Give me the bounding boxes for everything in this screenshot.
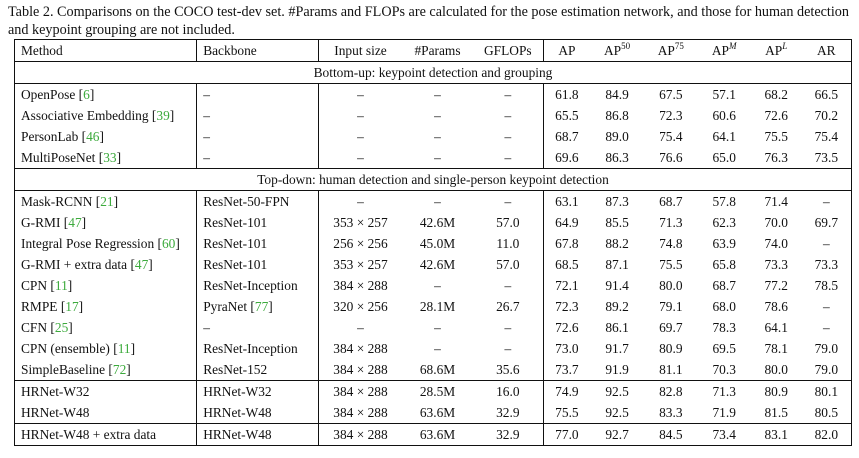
cell-ap75: 81.1 xyxy=(644,359,698,381)
cell-ap50: 92.5 xyxy=(605,384,629,399)
table-caption: Table 2. Comparisons on the COCO test-dev set. #Params and FLOPs are calculated for the pose estimation network, and those for human detection and keypoint grouping are not included. xyxy=(8,4,849,38)
cell-apl: 76.3 xyxy=(751,147,802,169)
citation-link[interactable]: 77 xyxy=(254,299,269,314)
cell-ap50: 87.1 xyxy=(605,257,629,272)
cell-ap75: 84.5 xyxy=(644,424,698,446)
cell-method: G-RMI + extra data [47] xyxy=(15,254,197,275)
cell-input: 384 × 288 xyxy=(333,384,388,399)
citation-link[interactable]: 6 xyxy=(83,87,90,102)
column-header: $AP^M$ xyxy=(698,40,751,62)
citation-link[interactable]: 25 xyxy=(54,320,69,335)
column-header: Method xyxy=(15,40,197,62)
cell-ap: 68.7 xyxy=(555,129,579,144)
cell-method: OpenPose [6] xyxy=(15,84,197,106)
table-row xyxy=(15,381,852,403)
citation-link[interactable]: 33 xyxy=(103,150,117,165)
cell-ap50: 84.9 xyxy=(605,87,629,102)
cell-input: 384 × 288 xyxy=(319,424,402,446)
cell-method: CPN (ensemble) [11] xyxy=(15,338,197,359)
table-row xyxy=(15,359,852,381)
cell-method: HRNet-W48 + extra data xyxy=(15,424,197,446)
cell-backbone: ResNet-Inception xyxy=(197,338,319,359)
column-header: GFLOPs xyxy=(473,40,543,62)
table-row xyxy=(15,191,852,213)
cell-ap50: 92.7 xyxy=(590,424,644,446)
cell-params: 42.6M xyxy=(419,257,456,272)
cell-ap75: 75.4 xyxy=(659,129,683,144)
cell-ap: 65.5 xyxy=(555,108,579,123)
cell-input: – xyxy=(357,108,364,123)
cell-apm: 64.1 xyxy=(712,129,736,144)
table-row xyxy=(15,233,852,254)
cell-ap50: 92.5 xyxy=(590,402,644,424)
cell-ar: 80.5 xyxy=(802,402,852,424)
citation-link[interactable]: 72 xyxy=(112,362,127,377)
cell-method: CPN [11] xyxy=(15,275,197,296)
cell-apl: 80.0 xyxy=(751,359,802,381)
cell-ar: – xyxy=(802,317,852,338)
cell-ap75: 76.6 xyxy=(644,147,698,169)
table-row xyxy=(15,147,852,169)
cell-ar: 73.5 xyxy=(802,147,852,169)
cell-params: – xyxy=(434,87,441,102)
cell-ar: – xyxy=(802,233,852,254)
cell-ap75: 71.3 xyxy=(659,215,683,230)
cell-input: – xyxy=(357,129,364,144)
cell-ap75: 69.7 xyxy=(659,320,683,335)
cell-method: SimpleBaseline [72] xyxy=(15,359,197,381)
cell-ap75: 83.3 xyxy=(644,402,698,424)
cell-apm: 63.9 xyxy=(712,236,736,251)
cell-input: 320 × 256 xyxy=(333,299,388,314)
cell-ar: 79.0 xyxy=(802,359,852,381)
cell-gflops: 35.6 xyxy=(473,359,543,381)
cell-ap: 74.9 xyxy=(555,384,579,399)
cell-apl: 73.3 xyxy=(764,257,788,272)
cell-ar: – xyxy=(802,191,852,213)
cell-apm: 57.1 xyxy=(712,87,736,102)
cell-gflops: 26.7 xyxy=(473,296,543,317)
table-row xyxy=(15,212,852,233)
cell-ar: 79.0 xyxy=(802,338,852,359)
cell-ap: 67.8 xyxy=(555,236,579,251)
cell-apl: 72.6 xyxy=(764,108,788,123)
cell-ap50: 91.4 xyxy=(605,278,629,293)
cell-method: PersonLab [46] xyxy=(15,126,197,147)
cell-ap: 73.7 xyxy=(543,359,590,381)
cell-ap75: 67.5 xyxy=(659,87,683,102)
group-title: Top-down: human detection and single-person keypoint detection xyxy=(15,169,852,191)
cell-ap75: 79.1 xyxy=(659,299,683,314)
cell-backbone: HRNet-W48 xyxy=(197,402,319,424)
cell-params: – xyxy=(434,341,441,356)
cell-ap50: 91.7 xyxy=(605,341,629,356)
cell-apl: 83.1 xyxy=(751,424,802,446)
cell-apl: 74.0 xyxy=(764,236,788,251)
cell-apl: 68.2 xyxy=(764,87,788,102)
cell-method: RMPE [17] xyxy=(15,296,197,317)
cell-apm: 71.3 xyxy=(712,384,736,399)
cell-backbone: ResNet-101 xyxy=(197,233,319,254)
cell-apm: 73.4 xyxy=(698,424,751,446)
cell-apm: 68.0 xyxy=(712,299,736,314)
cell-ap: 69.6 xyxy=(543,147,590,169)
cell-backbone: HRNet-W32 xyxy=(197,381,319,403)
table-row xyxy=(15,275,852,296)
table-row xyxy=(15,402,852,424)
cell-gflops: – xyxy=(473,338,543,359)
cell-gflops: – xyxy=(473,126,543,147)
cell-ap50: 88.2 xyxy=(605,236,629,251)
column-header: Input size xyxy=(319,40,402,62)
column-header: Backbone xyxy=(197,40,319,62)
cell-gflops: 32.9 xyxy=(473,402,543,424)
group-header-row xyxy=(15,169,852,191)
table-row xyxy=(15,296,852,317)
cell-params: – xyxy=(434,320,441,335)
cell-apl: 77.2 xyxy=(764,278,788,293)
cell-gflops: – xyxy=(473,317,543,338)
table-row xyxy=(15,424,852,446)
comparison-table xyxy=(14,39,852,446)
cell-apm: 60.6 xyxy=(712,108,736,123)
cell-ap: 61.8 xyxy=(555,87,579,102)
cell-apl: 81.5 xyxy=(751,402,802,424)
cell-input: – xyxy=(357,87,364,102)
cell-input: – xyxy=(319,147,402,169)
citation-link[interactable]: 47 xyxy=(68,215,82,230)
cell-apm: 65.8 xyxy=(712,257,736,272)
column-header: AP$^{50}$ xyxy=(590,40,644,62)
column-header: #Params xyxy=(402,40,473,62)
cell-ap50: 89.2 xyxy=(605,299,629,314)
cell-params: 63.6M xyxy=(402,402,473,424)
cell-gflops: – xyxy=(473,105,543,126)
cell-method: Associative Embedding [39] xyxy=(15,105,197,126)
cell-apl: 64.1 xyxy=(764,320,788,335)
cell-ap50: 85.5 xyxy=(605,215,629,230)
cell-gflops: – xyxy=(473,275,543,296)
cell-input: – xyxy=(357,194,364,209)
group-title: Bottom-up: keypoint detection and grouping xyxy=(15,62,852,84)
cell-ap: 68.5 xyxy=(555,257,579,272)
cell-ar: 82.0 xyxy=(802,424,852,446)
citation-link[interactable]: 39 xyxy=(156,108,170,123)
cell-apm: 71.9 xyxy=(698,402,751,424)
cell-method: MultiPoseNet [33] xyxy=(15,147,197,169)
cell-ap75: 80.9 xyxy=(659,341,683,356)
cell-gflops: – xyxy=(473,191,543,213)
cell-backbone: ResNet-50-FPN xyxy=(197,191,319,213)
cell-apm: 78.3 xyxy=(712,320,736,335)
cell-apl: 75.5 xyxy=(764,129,788,144)
cell-params: 63.6M xyxy=(402,424,473,446)
cell-backbone: ResNet-101 xyxy=(197,212,319,233)
cell-input: 384 × 288 xyxy=(333,278,388,293)
cell-ap50: 86.8 xyxy=(605,108,629,123)
cell-backbone: – xyxy=(197,147,319,169)
cell-ap: 72.6 xyxy=(555,320,579,335)
cell-params: – xyxy=(434,278,441,293)
cell-backbone: – xyxy=(197,105,319,126)
cell-gflops: – xyxy=(473,84,543,106)
cell-method: HRNet-W48 xyxy=(15,402,197,424)
cell-apm: 68.7 xyxy=(712,278,736,293)
cell-apl: 70.0 xyxy=(764,215,788,230)
cell-ar: 75.4 xyxy=(802,126,852,147)
table-row xyxy=(15,254,852,275)
cell-gflops: 57.0 xyxy=(473,254,543,275)
cell-ar: 66.5 xyxy=(802,84,852,106)
cell-gflops: 16.0 xyxy=(473,381,543,403)
cell-backbone: – xyxy=(197,126,319,147)
cell-backbone: ResNet-101 xyxy=(197,254,319,275)
column-header: AP$^{75}$ xyxy=(644,40,698,62)
table-row xyxy=(15,105,852,126)
cell-ap: 64.9 xyxy=(555,215,579,230)
citation-link[interactable]: 17 xyxy=(65,299,79,314)
cell-ap50: 89.0 xyxy=(605,129,629,144)
cell-ap50: 86.1 xyxy=(605,320,629,335)
table-row xyxy=(15,338,852,359)
cell-backbone: – xyxy=(197,317,319,338)
cell-input: 353 × 257 xyxy=(333,257,388,272)
cell-method: Mask-RCNN [21] xyxy=(15,191,197,213)
cell-gflops: 57.0 xyxy=(473,212,543,233)
cell-ap75: 68.7 xyxy=(659,194,683,209)
cell-apm: 62.3 xyxy=(712,215,736,230)
table-row xyxy=(15,126,852,147)
cell-params: 28.5M xyxy=(419,384,456,399)
cell-params: 42.6M xyxy=(419,215,456,230)
citation-link[interactable]: 21 xyxy=(100,194,114,209)
cell-ap: 72.1 xyxy=(555,278,579,293)
cell-apm: 70.3 xyxy=(698,359,751,381)
cell-ap50: 91.9 xyxy=(590,359,644,381)
cell-ap75: 75.5 xyxy=(659,257,683,272)
citation-link[interactable]: 11 xyxy=(54,278,68,293)
cell-input: 384 × 288 xyxy=(333,341,388,356)
cell-ap: 73.0 xyxy=(555,341,579,356)
cell-ar: 70.2 xyxy=(802,105,852,126)
table-row xyxy=(15,84,852,106)
cell-ap75: 74.8 xyxy=(659,236,683,251)
cell-apm: 69.5 xyxy=(712,341,736,356)
cell-ap75: 72.3 xyxy=(659,108,683,123)
cell-ap: 75.5 xyxy=(543,402,590,424)
cell-params: 68.6M xyxy=(402,359,473,381)
cell-input: 256 × 256 xyxy=(333,236,388,251)
citation-link[interactable]: 47 xyxy=(134,257,149,272)
cell-apm: 57.8 xyxy=(712,194,736,209)
cell-ar: – xyxy=(802,296,852,317)
column-header: AP xyxy=(543,40,590,62)
cell-apl: 71.4 xyxy=(764,194,788,209)
cell-gflops: 32.9 xyxy=(473,424,543,446)
table-row xyxy=(15,317,852,338)
cell-input: 384 × 288 xyxy=(319,402,402,424)
cell-method: Integral Pose Regression [60] xyxy=(15,233,197,254)
cell-params: – xyxy=(434,108,441,123)
header-row xyxy=(15,40,852,62)
cell-ap: 63.1 xyxy=(555,194,579,209)
cell-apl: 78.6 xyxy=(764,299,788,314)
group-header-row xyxy=(15,62,852,84)
cell-backbone: HRNet-W48 xyxy=(197,424,319,446)
cell-backbone: ResNet-Inception xyxy=(197,275,319,296)
cell-ar: 69.7 xyxy=(802,212,852,233)
cell-ap50: 87.3 xyxy=(605,194,629,209)
cell-apl: 80.9 xyxy=(764,384,788,399)
cell-backbone: ResNet-152 xyxy=(197,359,319,381)
cell-ap: 77.0 xyxy=(543,424,590,446)
cell-input: 384 × 288 xyxy=(319,359,402,381)
cell-params: 45.0M xyxy=(419,236,456,251)
cell-method: G-RMI [47] xyxy=(15,212,197,233)
cell-ar: 78.5 xyxy=(802,275,852,296)
cell-params: 28.1M xyxy=(419,299,456,314)
cell-params: – xyxy=(434,194,441,209)
cell-apl: 78.1 xyxy=(764,341,788,356)
citation-link[interactable]: 11 xyxy=(117,341,131,356)
cell-ar: 80.1 xyxy=(802,381,852,403)
cell-method: CFN [25] xyxy=(15,317,197,338)
cell-ap75: 80.0 xyxy=(659,278,683,293)
cell-input: – xyxy=(357,320,364,335)
citation-link[interactable]: 46 xyxy=(86,129,100,144)
cell-method: HRNet-W32 xyxy=(15,381,197,403)
cell-params: – xyxy=(402,147,473,169)
cell-ap: 72.3 xyxy=(555,299,579,314)
cell-apm: 65.0 xyxy=(698,147,751,169)
cell-gflops: 11.0 xyxy=(473,233,543,254)
citation-link[interactable]: 60 xyxy=(161,236,176,251)
cell-input: 353 × 257 xyxy=(333,215,388,230)
cell-ar: 73.3 xyxy=(802,254,852,275)
column-header: AR xyxy=(802,40,852,62)
cell-params: – xyxy=(434,129,441,144)
cell-ap50: 86.3 xyxy=(590,147,644,169)
cell-gflops: – xyxy=(473,147,543,169)
cell-backbone: – xyxy=(197,84,319,106)
cell-ap75: 82.8 xyxy=(659,384,683,399)
cell-backbone: PyraNet [77] xyxy=(197,296,319,317)
column-header: $AP^L$ xyxy=(751,40,802,62)
